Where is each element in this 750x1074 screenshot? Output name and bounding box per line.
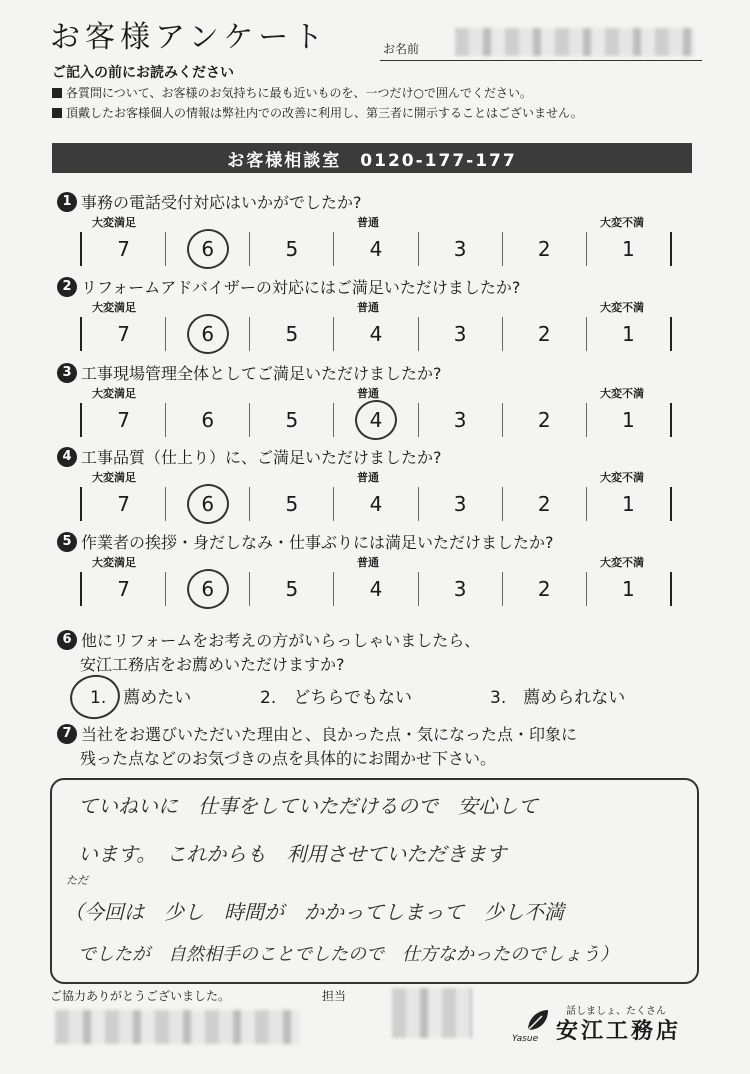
rating-value: 2: [537, 492, 551, 516]
comment-line-4: でしたが 自然相手のことでしたので 仕方なかったのでしょう）: [78, 944, 618, 965]
staff-label: 担当: [322, 989, 347, 1003]
rating-value: 4: [369, 577, 383, 601]
bullet-square-icon: [52, 88, 62, 98]
rating-value: 6: [201, 492, 215, 516]
question-1-text: 事務の電話受付対応はいかがでしたか?: [81, 193, 362, 212]
scale-label-right: 大変不満: [600, 301, 644, 314]
question-7: [57, 722, 577, 745]
name-label: お名前: [383, 42, 420, 56]
rating-option[interactable]: [250, 317, 334, 351]
scale-label-middle: 普通: [357, 301, 379, 314]
rating-option[interactable]: [250, 403, 334, 437]
question-6-text-1: 他にリフォームをお考えの方がいらっしゃいましたら、: [81, 631, 481, 650]
question-7-text-1: 当社をお選びいただいた理由と、良かった点・気になった点・印象に: [81, 725, 578, 744]
q6-selection-circle: [67, 671, 124, 723]
question-3: [57, 361, 442, 384]
rating-option[interactable]: [334, 572, 418, 606]
question-number-icon: 1: [57, 192, 77, 212]
q6-option-3[interactable]: 3. 薦められない: [490, 688, 626, 708]
question-5-text: 作業者の挨拶・身だしなみ・仕事ぶりには満足いただけましたか?: [81, 533, 554, 552]
rating-option[interactable]: [503, 403, 587, 437]
rating-option[interactable]: [166, 487, 250, 521]
rating-value: 5: [285, 492, 299, 516]
rating-option[interactable]: [334, 487, 418, 521]
rating-value: 7: [117, 577, 130, 601]
rating-value: 7: [117, 322, 130, 346]
leaf-logo-icon: [522, 1006, 552, 1036]
selection-circle: [184, 311, 231, 356]
rating-scale-5: [80, 556, 668, 606]
question-4: [57, 445, 442, 468]
rating-option[interactable]: [503, 572, 587, 606]
rating-value: 6: [201, 577, 215, 601]
rating-option[interactable]: [166, 232, 250, 266]
selection-circle: [184, 481, 231, 526]
rating-value: 1: [622, 408, 635, 432]
rating-option[interactable]: [587, 232, 670, 266]
scale-label-right: 大変不満: [600, 387, 644, 400]
footer-redacted-1: [55, 1010, 300, 1044]
question-number-icon: 3: [57, 363, 77, 383]
rating-value: 1: [622, 322, 635, 346]
question-1: [57, 190, 362, 213]
selection-circle: [352, 397, 399, 442]
rating-value: 6: [201, 237, 215, 261]
comment-line-1: ていねいに 仕事をしていただけるので 安心して: [78, 794, 538, 818]
question-4-text: 工事品質（仕上り）に、ご満足いただけましたか?: [81, 448, 442, 467]
name-line: [380, 60, 702, 61]
rating-option[interactable]: [166, 403, 250, 437]
comment-tada: ただ: [66, 874, 88, 887]
rating-option[interactable]: [334, 317, 418, 351]
rating-value: 4: [369, 408, 383, 432]
rating-value: 6: [201, 322, 215, 346]
rating-option[interactable]: [419, 572, 503, 606]
rating-option[interactable]: [82, 572, 166, 606]
selection-circle: [184, 226, 231, 271]
staff-redacted: [392, 988, 472, 1038]
rating-value: 3: [453, 322, 467, 346]
rating-value: 7: [117, 408, 130, 432]
rating-option[interactable]: [250, 487, 334, 521]
scale-label-left: 大変満足: [92, 556, 136, 569]
scale-label-left: 大変満足: [92, 387, 136, 400]
logo-mark: Yasue: [512, 1034, 539, 1044]
rating-value: 4: [369, 237, 383, 261]
rating-value: 5: [285, 408, 299, 432]
scale-label-right: 大変不満: [600, 556, 644, 569]
rating-value: 3: [453, 408, 467, 432]
note-2-text: 頂戴したお客様個人の情報は弊社内での改善に利用し、第三者に開示することはございません。: [66, 106, 583, 120]
instructions-heading: ご記入の前にお読みください: [52, 65, 234, 81]
question-6: [57, 628, 480, 651]
rating-option[interactable]: [587, 403, 670, 437]
comment-line-2: います。 これからも 利用させていただきます: [78, 842, 507, 866]
rating-option[interactable]: [82, 232, 166, 266]
rating-option[interactable]: [419, 403, 503, 437]
rating-value: 5: [285, 237, 299, 261]
rating-value: 1: [622, 492, 635, 516]
rating-option[interactable]: [82, 317, 166, 351]
note-1: [52, 84, 532, 101]
scale-label-right: 大変不満: [600, 471, 644, 484]
rating-value: 7: [117, 492, 130, 516]
note-1-text: 各質問について、お客様のお気持ちに最も近いものを、一つだけ○で囲んでください。: [66, 86, 532, 100]
rating-option[interactable]: [503, 317, 587, 351]
customer-service-banner: お客様相談室 0120-177-177: [52, 143, 692, 173]
rating-value: 3: [453, 237, 467, 261]
rating-option[interactable]: [419, 317, 503, 351]
q6-option-1[interactable]: 1. 薦めたい: [90, 688, 192, 708]
question-number-icon: 7: [57, 724, 77, 744]
rating-value: 2: [537, 322, 551, 346]
rating-value: 2: [537, 237, 551, 261]
rating-value: 6: [201, 408, 215, 432]
question-number-icon: 5: [57, 532, 77, 552]
name-redacted: [455, 28, 695, 56]
rating-option[interactable]: [82, 487, 166, 521]
question-7-text-2: 残った点などのお気づきの点を具体的にお聞かせ下さい。: [80, 749, 497, 768]
rating-scale-3: [80, 387, 668, 437]
question-6-text-2: 安江工務店をお薦めいただけますか?: [80, 655, 345, 674]
rating-option[interactable]: [419, 232, 503, 266]
rating-option[interactable]: [82, 403, 166, 437]
rating-scale-2: [80, 301, 668, 351]
scale-label-middle: 普通: [357, 387, 379, 400]
question-5: [57, 530, 554, 553]
rating-option[interactable]: [334, 403, 418, 437]
rating-value: 2: [537, 577, 551, 601]
question-2: [57, 275, 520, 298]
rating-option[interactable]: [587, 572, 670, 606]
rating-option[interactable]: [250, 232, 334, 266]
scale-label-left: 大変満足: [92, 301, 136, 314]
rating-value: 5: [285, 577, 299, 601]
scale-label-left: 大変満足: [92, 216, 136, 229]
survey-title: お客様アンケート: [50, 20, 329, 55]
scale-label-middle: 普通: [357, 556, 379, 569]
comment-line-3: （今回は 少し 時間が かかってしまって 少し不満: [64, 900, 564, 924]
scale-label-left: 大変満足: [92, 471, 136, 484]
rating-option[interactable]: [503, 487, 587, 521]
rating-option[interactable]: [334, 232, 418, 266]
question-number-icon: 4: [57, 447, 77, 467]
bullet-square-icon: [52, 108, 62, 118]
rating-option[interactable]: [166, 572, 250, 606]
thanks-text: ご協力ありがとうございました。: [50, 989, 231, 1003]
rating-option[interactable]: [587, 487, 670, 521]
rating-option[interactable]: [419, 487, 503, 521]
rating-value: 4: [369, 322, 383, 346]
rating-value: 7: [117, 237, 130, 261]
rating-value: 1: [622, 237, 635, 261]
rating-value: 3: [453, 577, 467, 601]
rating-value: 1: [622, 577, 635, 601]
company-logo: 安江工務店: [556, 1019, 682, 1044]
question-2-text: リフォームアドバイザーの対応にはご満足いただけましたか?: [81, 278, 521, 297]
rating-value: 3: [453, 492, 467, 516]
logo-tagline: 話しましょ、たくさん: [566, 1006, 666, 1017]
scale-label-middle: 普通: [357, 471, 379, 484]
rating-scale-4: [80, 471, 668, 521]
rating-option[interactable]: [250, 572, 334, 606]
scale-label-right: 大変不満: [600, 216, 644, 229]
note-2: [52, 104, 583, 121]
selection-circle: [184, 566, 231, 611]
rating-value: 4: [369, 492, 383, 516]
rating-value: 2: [537, 408, 551, 432]
question-number-icon: 6: [57, 630, 77, 650]
q6-option-2[interactable]: 2. どちらでもない: [260, 688, 413, 708]
rating-option[interactable]: [166, 317, 250, 351]
rating-option[interactable]: [587, 317, 670, 351]
question-3-text: 工事現場管理全体としてご満足いただけましたか?: [81, 364, 442, 383]
rating-option[interactable]: [503, 232, 587, 266]
scale-label-middle: 普通: [357, 216, 379, 229]
rating-value: 5: [285, 322, 299, 346]
rating-scale-1: [80, 216, 668, 266]
question-number-icon: 2: [57, 277, 77, 297]
